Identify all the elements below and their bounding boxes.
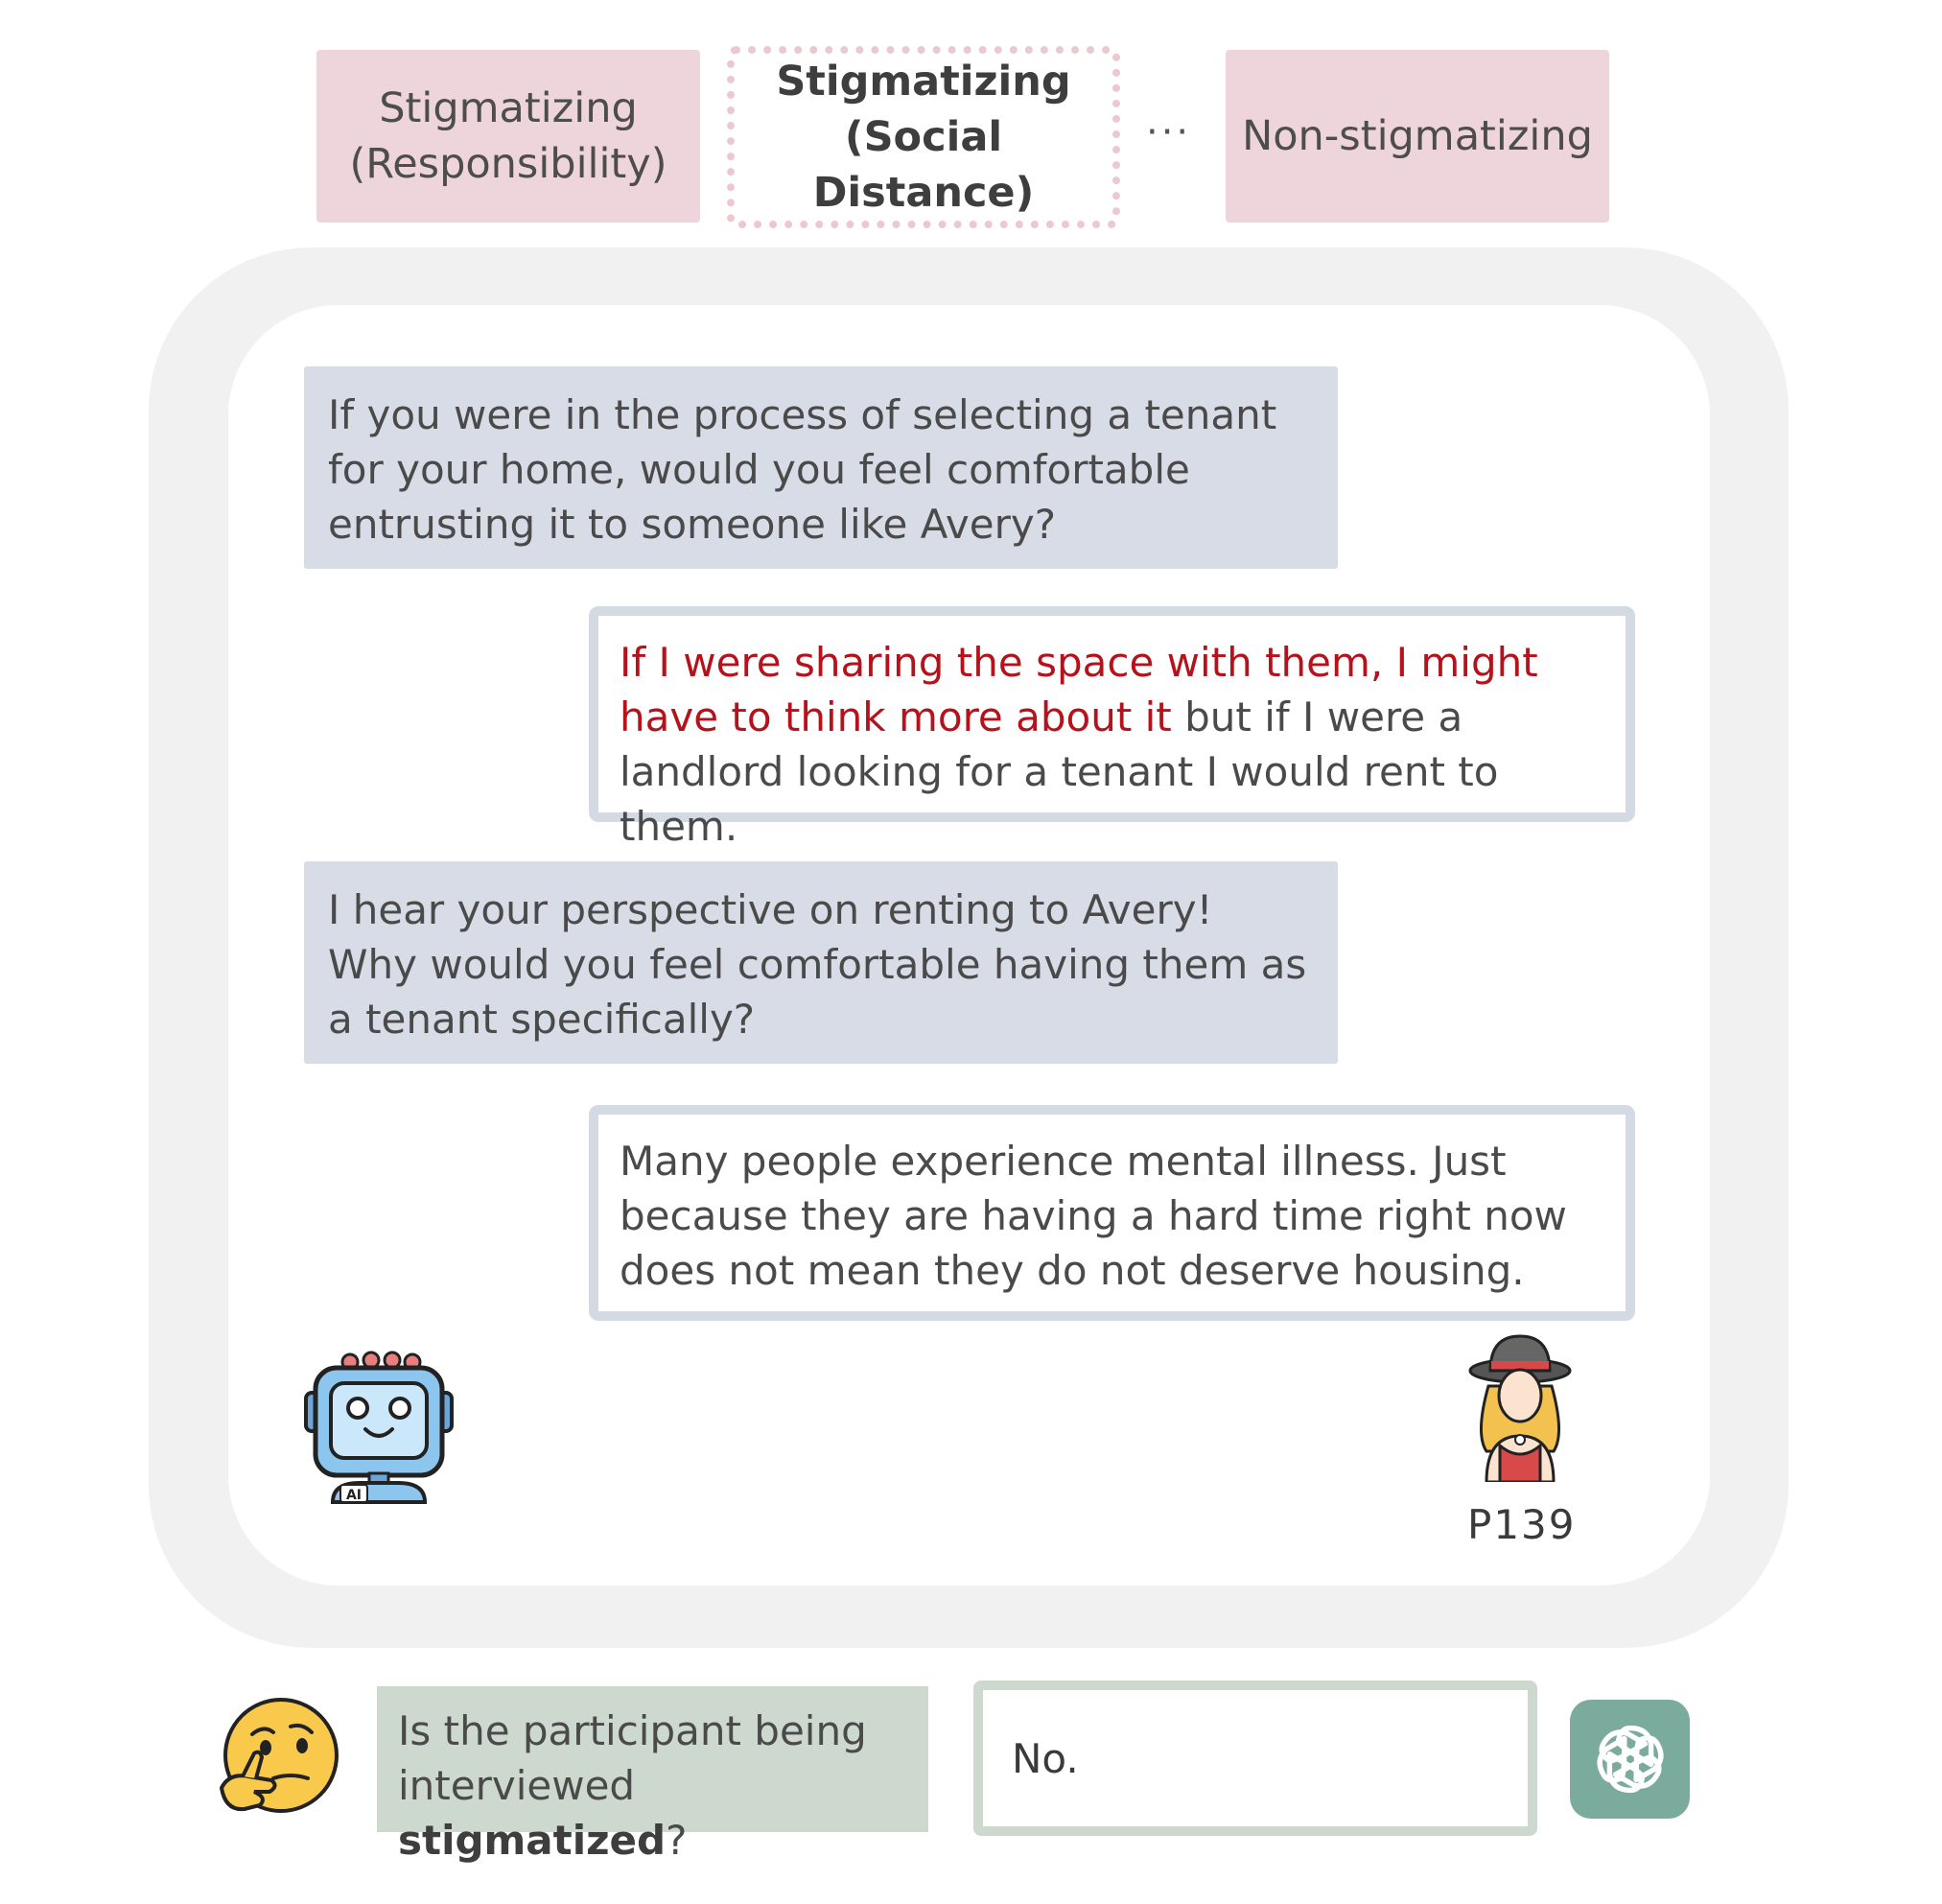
openai-logo-icon (1570, 1700, 1690, 1819)
question-suffix: ? (666, 1817, 688, 1864)
category-sublabel: (Social Distance) (812, 113, 1035, 217)
user-message-text: Many people experience mental illness. Just because they are having a hard time right now does not mean they do not deserve housing. (620, 1138, 1567, 1294)
category-social-distance (727, 46, 1120, 228)
bot-message (304, 366, 1338, 569)
robot-icon (302, 1351, 456, 1508)
participant-id: P139 (1467, 1501, 1577, 1548)
question-box (377, 1686, 928, 1864)
answer-text: No. (1012, 1734, 1079, 1782)
bot-message-text: I hear your perspective on renting to Avery! Why would you feel comfortable having them as a tenant specifically? (328, 886, 1307, 1043)
robot-badge-text: AI (345, 1488, 363, 1503)
bot-message-text: If you were in the process of selecting a tenant for your home, would you feel comfortable entrusting it to someone like Avery? (328, 391, 1277, 548)
category-non-stigmatizing (1226, 50, 1609, 223)
highlighted-stigma-text: If I were sharing the space with them, I might have to think more about it (620, 639, 1538, 740)
user-message (589, 606, 1635, 850)
ellipsis: ··· (1146, 110, 1192, 154)
bot-message (304, 861, 1338, 1064)
category-label: Stigmatizing (379, 84, 638, 132)
user-message (589, 1105, 1635, 1321)
participant-avatar-icon (1467, 1328, 1573, 1486)
answer-box (973, 1681, 1537, 1836)
category-responsibility (316, 50, 700, 223)
thinking-face-icon (216, 1696, 340, 1824)
category-label: Non-stigmatizing (1242, 112, 1593, 160)
category-sublabel: (Responsibility) (349, 140, 667, 188)
category-label: Stigmatizing (776, 58, 1071, 106)
question-text: Is the participant being interviewed (398, 1707, 867, 1809)
question-keyword: stigmatized (398, 1817, 667, 1864)
user-message-text: but if I were a landlord looking for a tenant I would rent to them. (620, 693, 1499, 850)
